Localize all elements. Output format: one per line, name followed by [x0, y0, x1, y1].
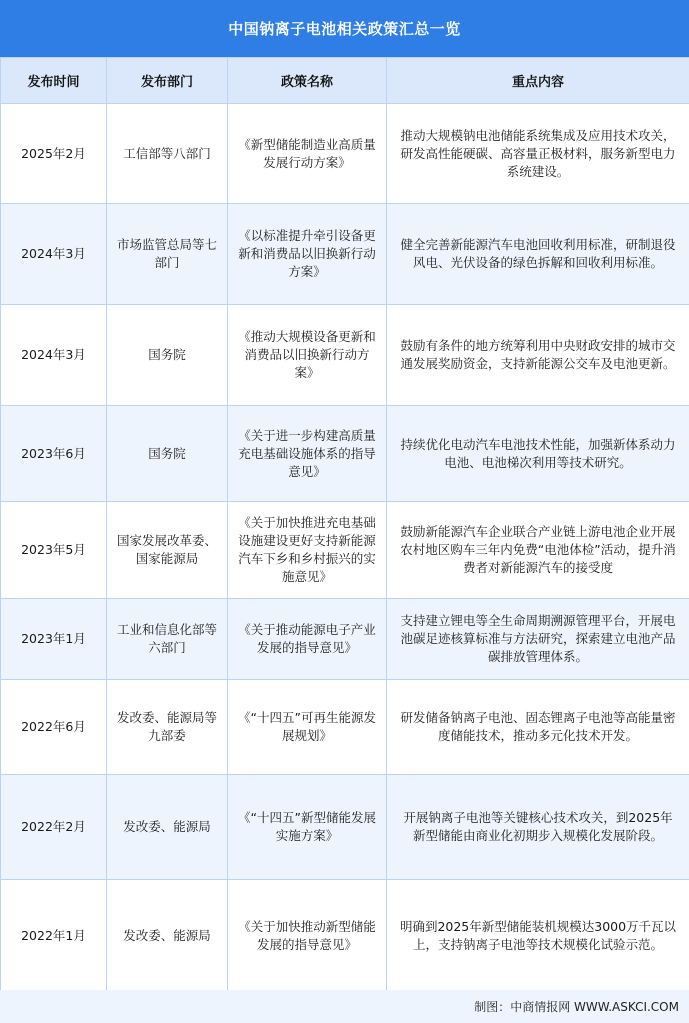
- cell-date: 2022年1月: [1, 880, 107, 993]
- cell-policy: 《“十四五”可再生能源发展规划》: [228, 680, 387, 775]
- table-row: [1, 775, 689, 880]
- cell-dept: 发改委、能源局: [107, 775, 228, 880]
- cell-content: 研发储备钠离子电池、固态锂离子电池等高能量密度储能技术，推动多元化技术开发。: [387, 680, 689, 775]
- table-row: [1, 305, 689, 406]
- cell-content: 持续优化电动汽车电池技术性能，加强新体系动力电池、电池梯次利用等技术研究。: [387, 406, 689, 502]
- table-row: [1, 204, 689, 305]
- cell-dept: 国务院: [107, 406, 228, 502]
- table-row: [1, 104, 689, 204]
- cell-dept: 市场监管总局等七部门: [107, 204, 228, 305]
- header-date: 发布时间: [1, 58, 107, 104]
- cell-date: 2023年5月: [1, 502, 107, 599]
- table-row: [1, 599, 689, 680]
- table-row: [1, 406, 689, 502]
- cell-dept: 发改委、能源局: [107, 880, 228, 993]
- table-row: [1, 680, 689, 775]
- cell-dept: 工业和信息化部等六部门: [107, 599, 228, 680]
- cell-policy: 《关于加快推动新型储能发展的指导意见》: [228, 880, 387, 993]
- header-row: [1, 58, 689, 104]
- cell-content: 鼓励有条件的地方统筹利用中央财政安排的城市交通发展奖励资金，支持新能源公交车及电池更新。: [387, 305, 689, 406]
- cell-policy: 《以标准提升牵引设备更新和消费品以旧换新行动方案》: [228, 204, 387, 305]
- cell-policy: 《推动大规模设备更新和消费品以旧换新行动方案》: [228, 305, 387, 406]
- cell-content: 开展钠离子电池等关键核心技术攻关，到2025年新型储能由商业化初期步入规模化发展阶段。: [387, 775, 689, 880]
- cell-date: 2022年2月: [1, 775, 107, 880]
- cell-policy: 《关于推动能源电子产业发展的指导意见》: [228, 599, 387, 680]
- cell-date: 2025年2月: [1, 104, 107, 204]
- cell-policy: 《关于加快推进充电基础设施建设更好支持新能源汽车下乡和乡村振兴的实施意见》: [228, 502, 387, 599]
- cell-dept: 发改委、能源局等九部委: [107, 680, 228, 775]
- cell-policy: 《“十四五”新型储能发展实施方案》: [228, 775, 387, 880]
- cell-content: 健全完善新能源汽车电池回收利用标准，研制退役风电、光伏设备的绿色拆解和回收利用标准。: [387, 204, 689, 305]
- policy-table: [0, 57, 689, 993]
- cell-dept: 工信部等八部门: [107, 104, 228, 204]
- table-row: [1, 502, 689, 599]
- cell-policy: 《新型储能制造业高质量发展行动方案》: [228, 104, 387, 204]
- cell-policy: 《关于进一步构建高质量充电基础设施体系的指导意见》: [228, 406, 387, 502]
- cell-content: 鼓励新能源汽车企业联合产业链上游电池企业开展农村地区购车三年内免费“电池体检”活动，提升消费者对新能源汽车的接受度: [387, 502, 689, 599]
- cell-date: 2024年3月: [1, 305, 107, 406]
- cell-content: 推动大规模钠电池储能系统集成及应用技术攻关，研发高性能硬碳、高容量正极材料，服务新型电力系统建设。: [387, 104, 689, 204]
- header-dept: 发布部门: [107, 58, 228, 104]
- cell-dept: 国家发展改革委、国家能源局: [107, 502, 228, 599]
- table-row: [1, 880, 689, 993]
- cell-content: 明确到2025年新型储能装机规模达3000万千瓦以上，支持钠离子电池等技术规模化试验示范。: [387, 880, 689, 993]
- cell-date: 2022年6月: [1, 680, 107, 775]
- cell-content: 支持建立锂电等全生命周期溯源管理平台，开展电池碳足迹核算标准与方法研究，探索建立电池产品碳排放管理体系。: [387, 599, 689, 680]
- page-title: 中国钠离子电池相关政策汇总一览: [0, 0, 689, 57]
- header-policy: 政策名称: [228, 58, 387, 104]
- cell-date: 2024年3月: [1, 204, 107, 305]
- source-footer: 制图：中商情报网 WWW.ASKCI.COM: [0, 990, 689, 1023]
- cell-dept: 国务院: [107, 305, 228, 406]
- header-content: 重点内容: [387, 58, 689, 104]
- cell-date: 2023年6月: [1, 406, 107, 502]
- cell-date: 2023年1月: [1, 599, 107, 680]
